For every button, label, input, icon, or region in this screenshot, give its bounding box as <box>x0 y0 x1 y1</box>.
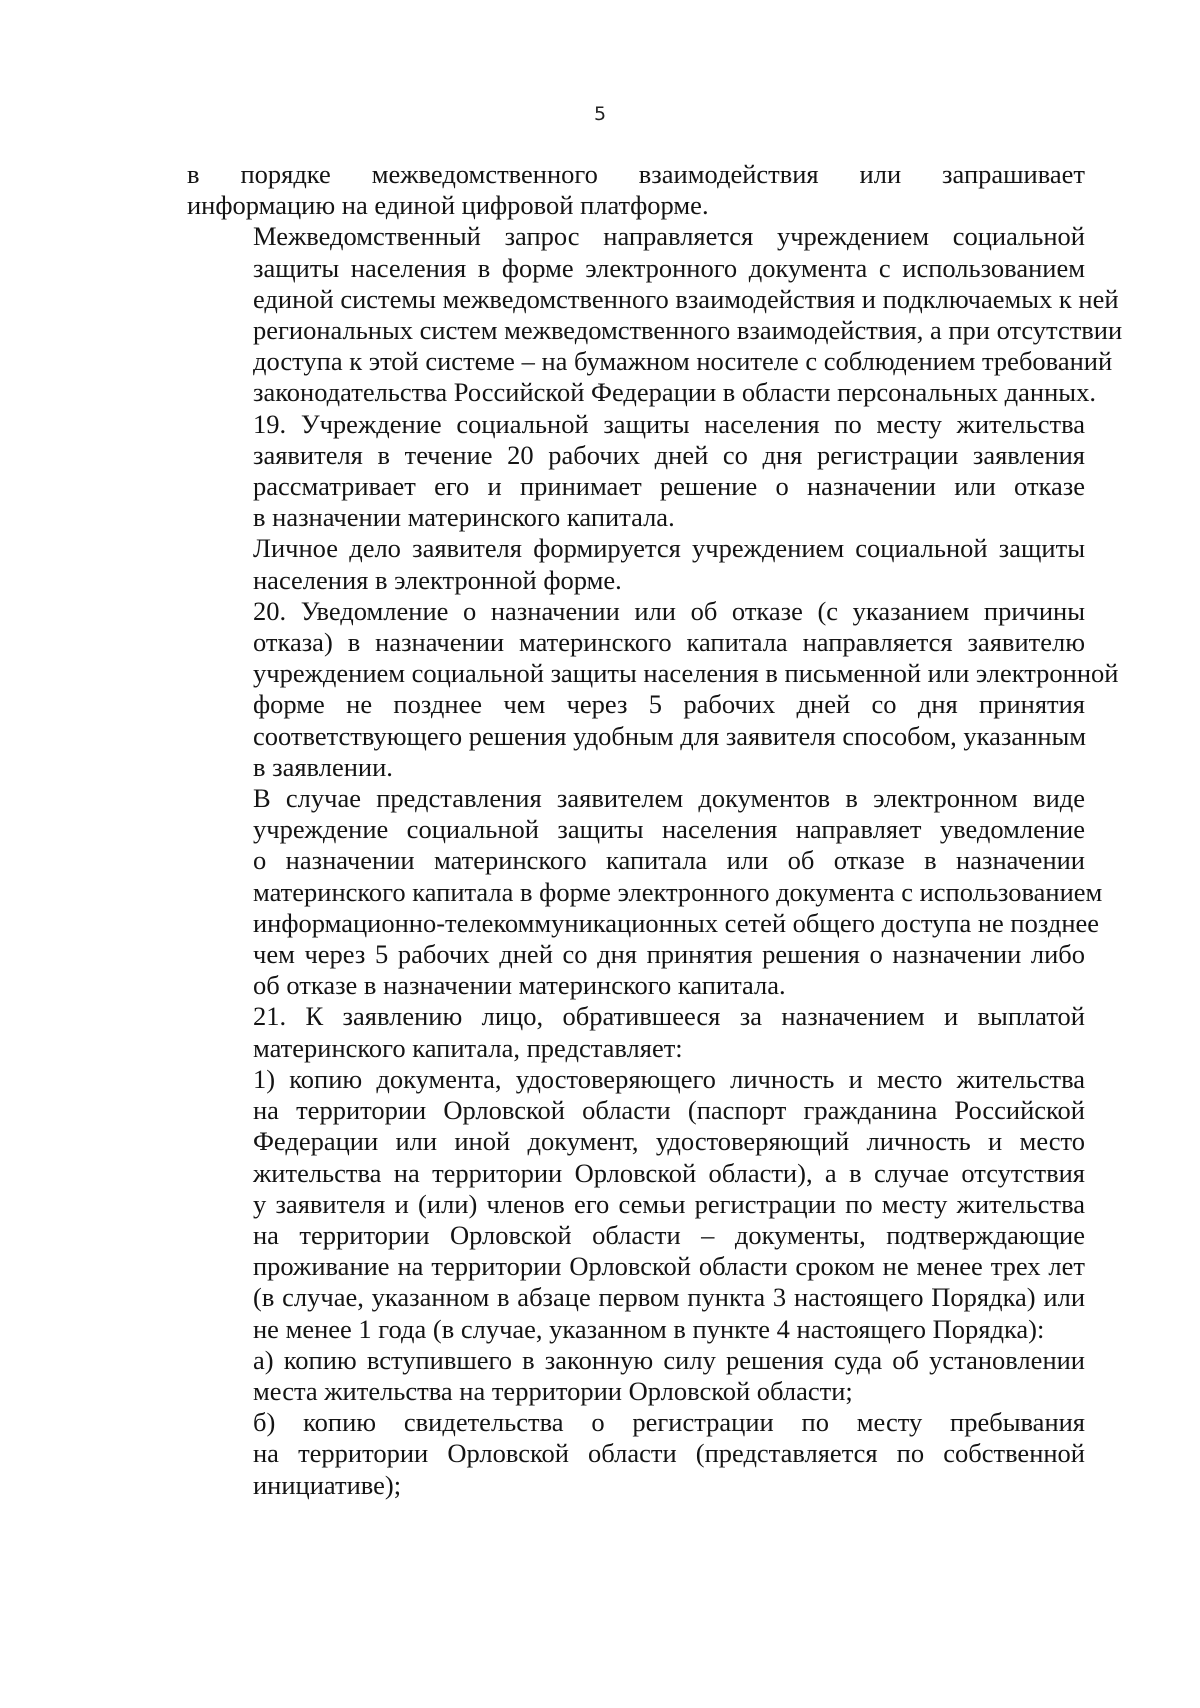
text-line: отказа) в назначении материнского капитала направляется заявителю <box>253 627 1085 658</box>
text-line: на территории Орловской области (паспорт гражданина Российской <box>253 1095 1085 1126</box>
paragraph <box>187 783 1103 1001</box>
text-line: на территории Орловской области (представляется по собственной <box>253 1438 1085 1469</box>
text-line: на территории Орловской области – документы, подтверждающие <box>253 1219 1085 1250</box>
text-line: 1) копию документа, удостоверяющего личность и место жительства <box>253 1063 1085 1094</box>
text-line: информацию на единой цифровой платформе. <box>187 190 709 221</box>
page-number: 5 <box>593 103 607 125</box>
text-line: учреждением социальной защиты населения в письменной или электронной <box>253 658 1119 689</box>
text-line: региональных систем межведомственного взаимодействия, а при отсутствии <box>253 315 1123 346</box>
text-line: В случае представления заявителем документов в электронном виде <box>253 783 1085 814</box>
text-line: защиты населения в форме электронного документа с использованием <box>253 252 1085 283</box>
text-line: у заявителя и (или) членов его семьи регистрации по месту жительства <box>253 1188 1085 1219</box>
paragraph <box>187 1064 1085 1345</box>
text-line: 19. Учреждение социальной защиты населения по месту жительства <box>253 408 1085 439</box>
text-line: жительства на территории Орловской области), а в случае отсутствия <box>253 1157 1085 1188</box>
text-line: о назначении материнского капитала или об отказе в назначении <box>253 845 1085 876</box>
text-line: в назначении материнского капитала. <box>253 502 675 533</box>
text-line: в порядке межведомственного взаимодействия или запрашивает <box>187 159 1085 189</box>
text-line: соответствующего решения удобным для заявителя способом, указанным <box>253 720 1087 751</box>
text-line: чем через 5 рабочих дней со дня принятия решения о назначении либо <box>253 939 1085 970</box>
paragraph <box>187 1407 1085 1501</box>
text-line: заявителя в течение 20 рабочих дней со дня регистрации заявления <box>253 439 1085 470</box>
document-body <box>187 159 1123 1501</box>
text-line: законодательства Российской Федерации в области персональных данных. <box>253 377 1096 408</box>
text-line: (в случае, указанном в абзаце первом пункта 3 настоящего Порядка) или <box>253 1282 1085 1313</box>
text-line: Личное дело заявителя формируется учреждением социальной защиты <box>253 533 1085 564</box>
text-line: форме не позднее чем через 5 рабочих дней со дня принятия <box>253 689 1085 720</box>
paragraph <box>187 409 1085 534</box>
paragraph <box>187 159 1085 221</box>
paragraph <box>187 221 1123 408</box>
text-line: рассматривает его и принимает решение о назначении или отказе <box>253 471 1085 502</box>
text-line: в заявлении. <box>253 751 393 782</box>
text-line: материнского капитала в форме электронного документа с использованием <box>253 876 1103 907</box>
text-line: Межведомственный запрос направляется учреждением социальной <box>253 221 1085 252</box>
text-line: а) копию вступившего в законную силу решения суда об установлении <box>253 1344 1085 1375</box>
paragraph <box>187 1001 1085 1063</box>
paragraph <box>187 595 1119 783</box>
text-line: материнского капитала, представляет: <box>253 1032 683 1063</box>
text-line: 21. К заявлению лицо, обратившееся за назначением и выплатой <box>253 1001 1085 1032</box>
text-line: доступа к этой системе – на бумажном носителе с соблюдением требований <box>253 346 1113 377</box>
text-line: Федерации или иной документ, удостоверяющий личность и место <box>253 1126 1085 1157</box>
text-line: 20. Уведомление о назначении или об отказе (с указанием причины <box>253 595 1085 626</box>
text-line: не менее 1 года (в случае, указанном в пункте 4 настоящего Порядка): <box>253 1313 1045 1344</box>
text-line: б) копию свидетельства о регистрации по месту пребывания <box>253 1407 1085 1438</box>
text-line: инициативе); <box>253 1469 402 1500</box>
text-line: населения в электронной форме. <box>253 564 622 595</box>
text-line: единой системы межведомственного взаимодействия и подключаемых к ней <box>253 283 1119 314</box>
paragraph <box>187 533 1085 595</box>
text-line: учреждение социальной защиты населения направляет уведомление <box>253 814 1085 845</box>
text-line: об отказе в назначении материнского капитала. <box>253 970 786 1001</box>
text-line: информационно-телекоммуникационных сетей общего доступа не позднее <box>253 907 1100 938</box>
paragraph <box>187 1345 1085 1407</box>
text-line: места жительства на территории Орловской области; <box>253 1375 853 1406</box>
text-line: проживание на территории Орловской области сроком не менее трех лет <box>253 1251 1085 1282</box>
